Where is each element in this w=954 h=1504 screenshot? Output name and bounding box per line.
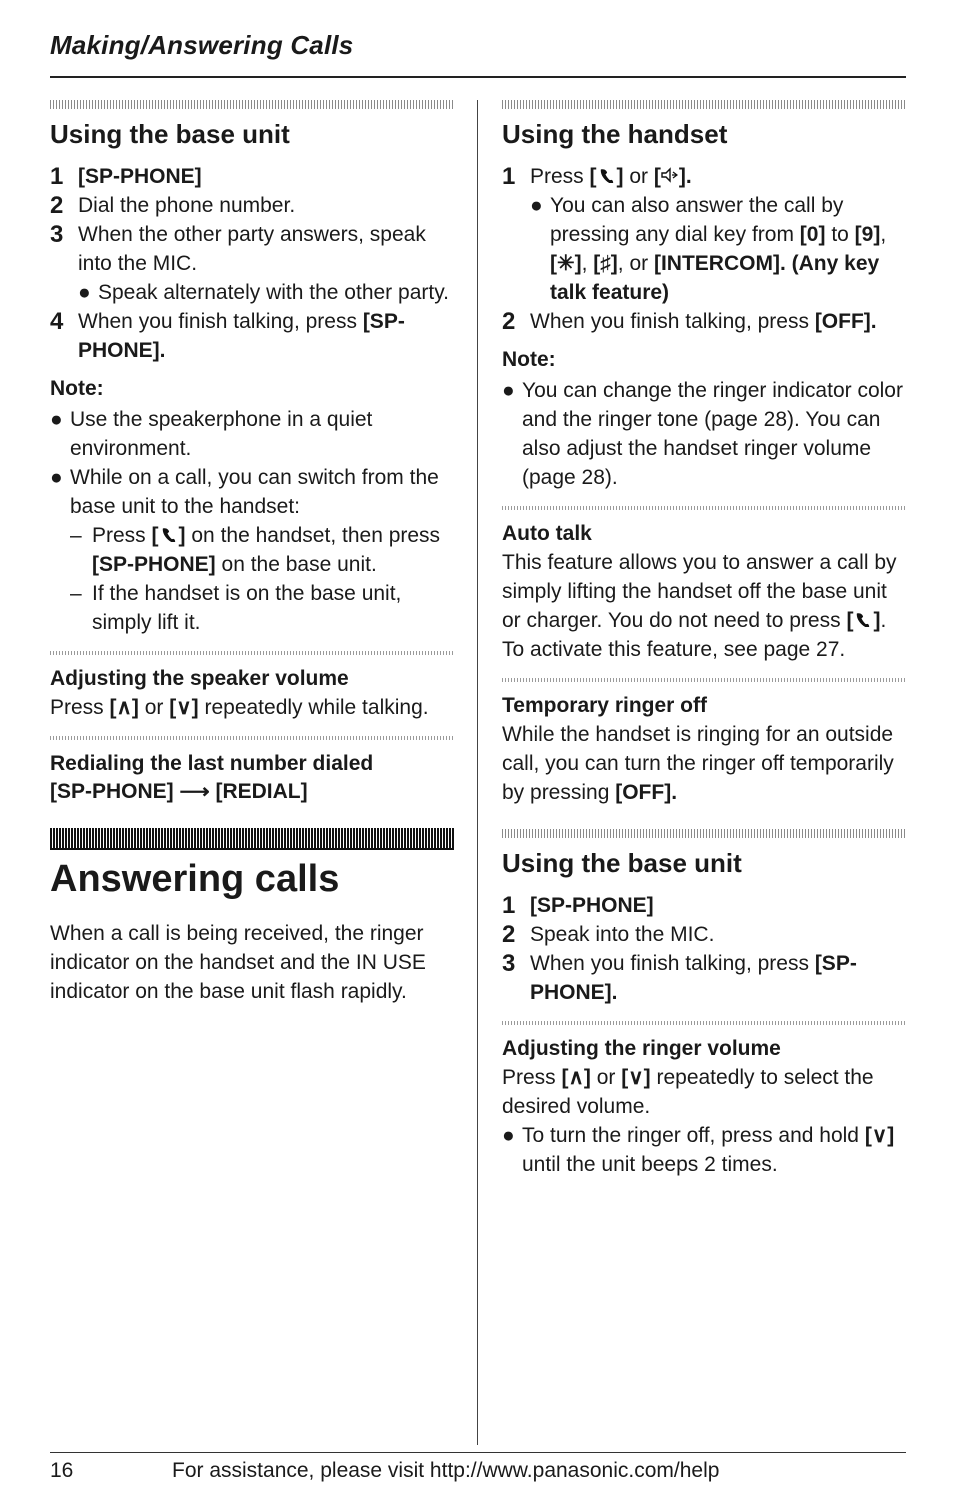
bullet-icon: ●	[502, 1124, 515, 1147]
step-3	[50, 220, 454, 278]
subsection-title-auto-talk: Auto talk	[502, 522, 592, 545]
step-number: 2	[502, 921, 516, 948]
page-header	[50, 30, 906, 78]
note-bullet	[50, 405, 454, 463]
step-text: Speak into the MIC.	[530, 923, 715, 946]
step-number: 3	[50, 221, 64, 248]
subsection-rule	[50, 736, 454, 740]
answering-calls-text: When a call is being received, the ringer indicator on the handset and the IN USE indicator on the base unit flash rapidly.	[50, 922, 426, 1003]
up-key: [∧]	[109, 696, 139, 719]
step-text: [SP-PHONE]	[78, 165, 202, 188]
key-off: [OFF].	[814, 310, 877, 333]
section-title-base-unit-2: Using the base unit	[502, 848, 742, 878]
subsection-title-redial: Redialing the last number dialed	[50, 752, 374, 775]
talk-key-icon: [ ]	[846, 609, 881, 632]
sub-text: If the handset is on the base unit, simply lift it.	[92, 582, 402, 634]
speaker-volume-text: Press [∧] or [∨] repeatedly while talking.	[50, 696, 429, 719]
ringer-volume-bullet: ● To turn the ringer off, press and hold [∨] until the unit beeps 2 times.	[502, 1121, 906, 1179]
note-text: You can change the ringer indicator color and the ringer tone (page 28). You can also adjust the handset ringer volume (page 28).	[522, 379, 903, 489]
bullet-text: Speak alternately with the other party.	[98, 281, 449, 304]
right-column	[502, 100, 906, 1179]
step-4	[50, 307, 454, 365]
note-label: Note:	[50, 377, 104, 400]
key-0: [0]	[799, 223, 826, 246]
step-text: [SP-PHONE]	[530, 894, 654, 917]
key-label: [SP-PHONE].	[530, 952, 857, 1004]
dash-icon: –	[70, 524, 82, 547]
subsection-title-speaker-volume: Adjusting the speaker volume	[50, 667, 349, 690]
chapter-title-answering-calls: Answering calls	[50, 858, 340, 900]
bullet-icon: ●	[530, 194, 543, 217]
section-title-base-unit: Using the base unit	[50, 119, 290, 149]
sub-text: on the base unit.	[221, 553, 377, 576]
sub-bullet	[50, 521, 454, 579]
step-3-bullet	[50, 278, 454, 307]
up-key: [∧]	[561, 1066, 591, 1089]
note-text: While on a call, you can switch from the base unit to the handset:	[70, 466, 439, 518]
step-number: 1	[50, 163, 64, 190]
sub-text: on the handset, then press	[191, 524, 441, 547]
step-text: When you finish talking, press	[78, 310, 357, 333]
page-header-title: Making/Answering Calls	[50, 30, 354, 60]
subsection-title-ringer-off: Temporary ringer off	[502, 694, 707, 717]
step-number: 2	[50, 192, 64, 219]
section-title-handset: Using the handset	[502, 119, 728, 149]
redial-keys: [SP-PHONE] ⟶ [REDIAL]	[50, 780, 308, 803]
left-column	[50, 100, 454, 1006]
key-off: [OFF].	[615, 781, 678, 804]
ringer-off-text: While the handset is ringing for an outside call, you can turn the ringer off temporarily by pressing [OFF].	[502, 723, 894, 804]
column-divider	[477, 100, 478, 1445]
bullet-icon: ●	[50, 466, 63, 489]
speaker-key-icon: [ ].	[653, 165, 692, 188]
down-key: [∨]	[864, 1124, 895, 1147]
key-star: [✳]	[550, 252, 582, 275]
auto-talk-text: This feature allows you to answer a call by simply lifting the handset off the base unit or charger. You do not need to press [ ]. To activate this feature, see page 27.	[502, 551, 897, 661]
subsection-rule	[502, 678, 906, 682]
talk-key-icon: [ ]	[589, 165, 624, 188]
section-rule	[502, 100, 906, 109]
step-number: 1	[502, 892, 516, 919]
bullet-icon: ●	[502, 379, 515, 402]
step-number: 2	[502, 308, 516, 335]
key-intercom: [INTERCOM].	[653, 252, 786, 275]
page-footer	[50, 1452, 906, 1483]
subsection-rule	[50, 651, 454, 655]
dash-icon: –	[70, 582, 82, 605]
key-label: [SP-PHONE].	[78, 310, 405, 362]
note-label: Note:	[502, 348, 556, 371]
step-number: 3	[502, 950, 516, 977]
key-label: [SP-PHONE]	[92, 553, 216, 576]
step-1	[502, 891, 906, 920]
section-rule	[50, 100, 454, 109]
sub-text: Press	[92, 524, 146, 547]
chapter-rule	[50, 828, 454, 850]
subsection-rule	[502, 1021, 906, 1025]
step-2	[502, 920, 906, 949]
footer-help-text: For assistance, please visit http://www.panasonic.com/help	[172, 1459, 720, 1482]
step-text: When you finish talking, press	[530, 952, 809, 975]
key-9: [9]	[854, 223, 881, 246]
key-hash: [♯]	[593, 252, 618, 275]
note-text: Use the speakerphone in a quiet environment.	[70, 408, 373, 460]
page-number: 16	[50, 1459, 74, 1482]
step-text: Dial the phone number.	[78, 194, 296, 217]
bullet-icon: ●	[78, 281, 91, 304]
sub-bullet	[50, 579, 454, 637]
step-number: 4	[50, 308, 64, 335]
subsection-title-ringer-volume: Adjusting the ringer volume	[502, 1037, 781, 1060]
down-key: [∨]	[621, 1066, 651, 1089]
section-rule	[502, 829, 906, 838]
subsection-rule	[502, 506, 906, 510]
step-number: 1	[502, 163, 516, 190]
note-bullet	[50, 463, 454, 521]
step-1: 1 Press [ ] or [ ].	[502, 163, 692, 190]
bullet-icon: ●	[50, 408, 63, 431]
step-text: When the other party answers, speak into the MIC.	[78, 223, 426, 275]
note-bullet	[502, 376, 906, 492]
handset-bullet: ● You can also answer the call by pressing any dial key from [0] to [9], [✳], [♯], or [INTERCOM]. (Any key talk feature)	[502, 191, 906, 307]
step-1	[50, 162, 454, 191]
any-key-talk: (Any key talk feature)	[550, 252, 880, 304]
step-2	[50, 191, 454, 220]
step-3	[502, 949, 906, 1007]
down-key: [∨]	[169, 696, 199, 719]
step-2: 2 When you finish talking, press [OFF].	[502, 308, 877, 335]
ringer-volume-text: Press [∧] or [∨] repeatedly to select the desired volume.	[502, 1066, 874, 1118]
talk-key-icon: [ ]	[151, 524, 186, 547]
